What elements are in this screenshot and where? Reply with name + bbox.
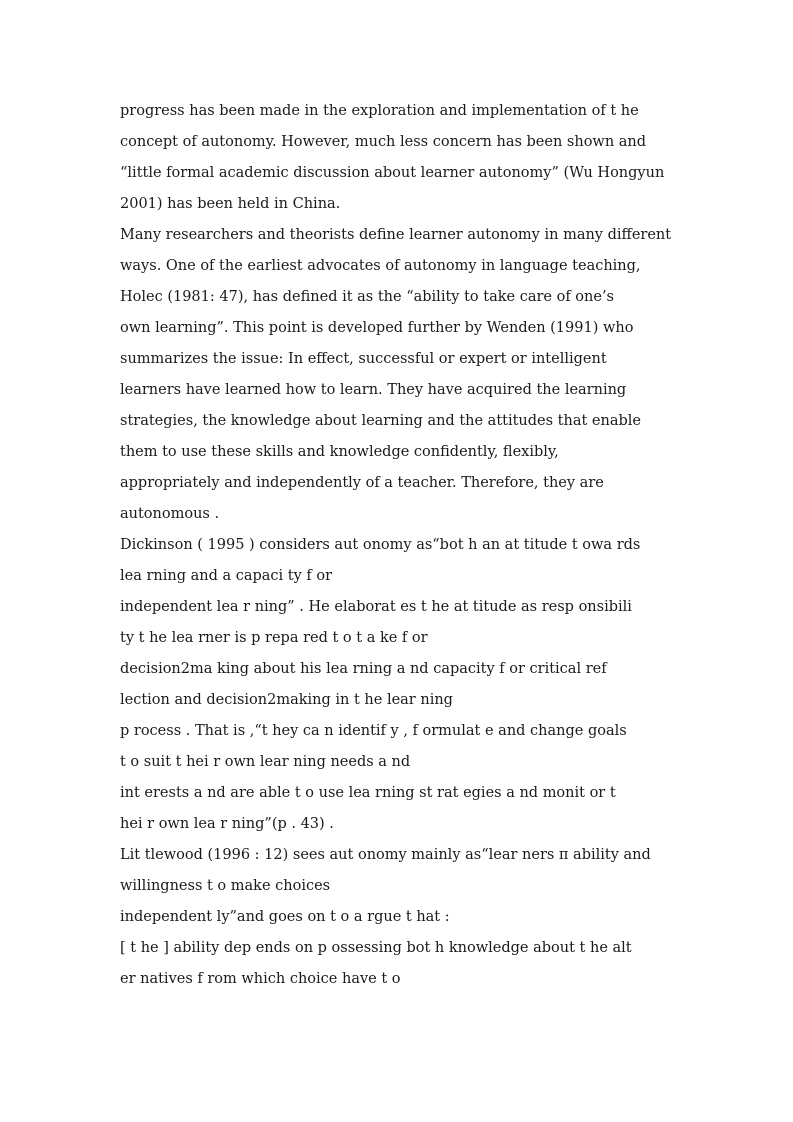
text-line: int erests a nd are able t o use lea rning st rat egies a nd monit or t [120, 785, 616, 801]
text-line: them to use these skills and knowledge confidently, flexibly, [120, 444, 559, 460]
text-line: Lit tlewood (1996 : 12) sees aut onomy mainly as“lear ners π ability and [120, 847, 651, 863]
text-line: ty t he lea rner is p repa red t o t a ke f or [120, 630, 428, 646]
text-line: independent ly”and goes on t o a rgue t hat : [120, 909, 450, 925]
text-line: lection and decision2making in t he lear ning [120, 692, 453, 708]
text-line: willingness t o make choices [120, 878, 331, 894]
text-line: Holec (1981: 47), has defined it as the “ability to take care of one’s [120, 289, 614, 305]
text-line: Dickinson ( 1995 ) considers aut onomy as“bot h an at titude t owa rds [120, 537, 641, 553]
text-line: [ t he ] ability dep ends on p ossessing bot h knowledge about t he alt [120, 940, 632, 956]
text-line: decision2ma king about his lea rning a nd capacity f or critical ref [120, 661, 607, 677]
text-line: t o suit t hei r own lear ning needs a nd [120, 754, 411, 770]
text-line: lea rning and a capaci ty f or [120, 568, 333, 584]
text-line: p rocess . That is ,“t hey ca n identif y , f ormulat e and change goals [120, 723, 627, 739]
text-line: ways. One of the earliest advocates of autonomy in language teaching, [120, 258, 641, 274]
text-line: appropriately and independently of a teacher. Therefore, they are [120, 475, 604, 491]
text-line: own learning”. This point is developed further by Wenden (1991) who [120, 320, 634, 336]
text-line: summarizes the issue: In effect, successful or expert or intelligent [120, 351, 607, 367]
text-line: strategies, the knowledge about learning and the attitudes that enable [120, 413, 641, 429]
text-line: independent lea r ning” . He elaborat es t he at titude as resp onsibili [120, 599, 632, 615]
body-text [120, 96, 680, 995]
text-line: learners have learned how to learn. They have acquired the learning [120, 382, 627, 398]
text-line: Many researchers and theorists define learner autonomy in many different [120, 227, 672, 243]
text-line: hei r own lea r ning”(p . 43) . [120, 816, 334, 832]
text-line: er natives f rom which choice have t o [120, 971, 401, 987]
text-line: “little formal academic discussion about learner autonomy” (Wu Hongyun [120, 165, 665, 181]
text-line: autonomous . [120, 506, 220, 522]
text-line: 2001) has been held in China. [120, 196, 341, 212]
text-line: concept of autonomy. However, much less concern has been shown and [120, 134, 647, 150]
text-line: progress has been made in the exploration and implementation of t he [120, 103, 639, 119]
